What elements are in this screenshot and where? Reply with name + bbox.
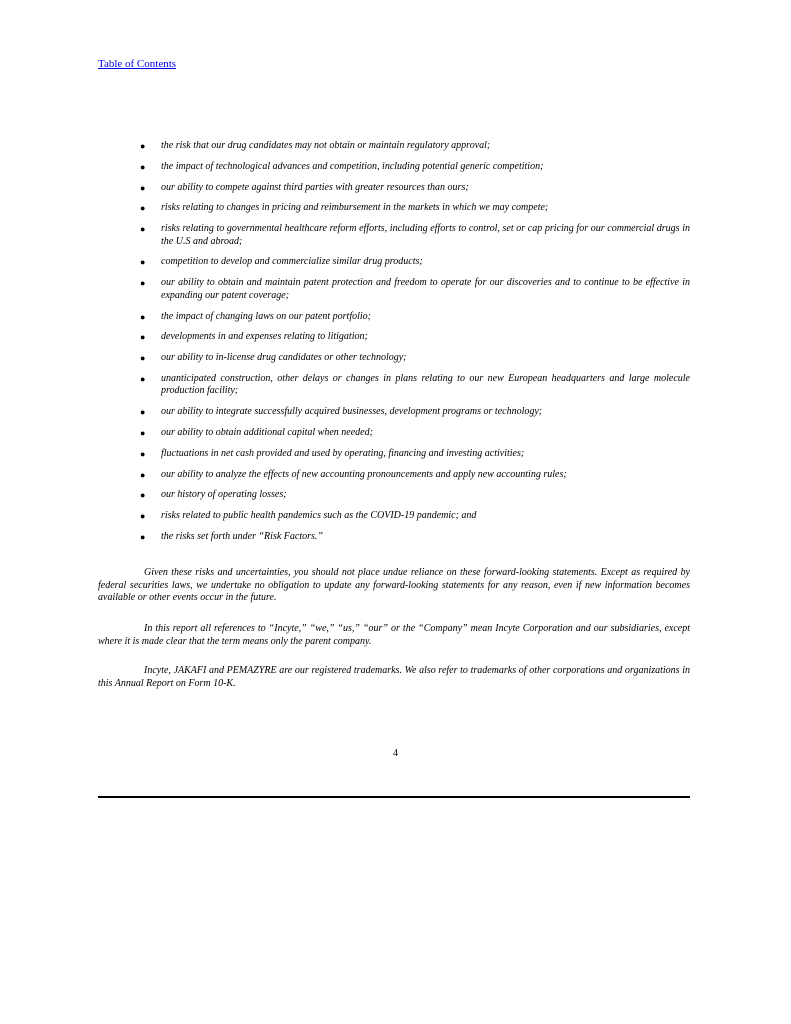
list-item — [98, 352, 690, 365]
list-item — [98, 202, 690, 215]
bullet-icon: ● — [140, 182, 146, 193]
forward-looking-caution-paragraph: Given these risks and uncertainties, you should not place undue reliance on these forward-looking statements. Except as required by federal securities laws, we undertake no obligation to update any forward-looking statements for any reason, even if new information becomes available or other events occur in the future. — [98, 567, 690, 603]
trademarks-paragraph: Incyte, JAKAFI and PEMAZYRE are our registered trademarks. We also refer to trademarks of other corporations and organizations in this Annual Report on Form 10-K. — [98, 665, 690, 689]
risk-text: our ability to obtain additional capital when needed; — [161, 427, 373, 439]
risk-text: competition to develop and commercialize similar drug products; — [161, 256, 423, 268]
list-item — [98, 427, 690, 440]
bullet-icon: ● — [140, 490, 146, 501]
bullet-icon: ● — [140, 532, 146, 543]
table-of-contents-link[interactable]: Table of Contents — [98, 58, 177, 70]
list-item — [98, 406, 690, 419]
bullet-icon: ● — [140, 161, 146, 172]
bullet-icon: ● — [140, 311, 146, 322]
bullet-icon: ● — [140, 407, 146, 418]
bullet-icon: ● — [140, 428, 146, 439]
risk-text: our ability to obtain and maintain patent protection and freedom to operate for our discoveries and to continue to be effective in expanding our patent coverage; — [161, 277, 690, 301]
risk-factor-list — [98, 140, 690, 552]
bullet-icon: ● — [140, 448, 146, 459]
risk-text: the impact of technological advances and competition, including potential generic competition; — [161, 160, 544, 172]
bullet-icon: ● — [140, 141, 146, 151]
list-item — [98, 223, 690, 248]
risk-text: our history of operating losses; — [161, 489, 287, 501]
list-item — [98, 531, 690, 544]
bullet-icon: ● — [140, 332, 146, 343]
list-item — [98, 256, 690, 269]
list-item — [98, 182, 690, 195]
page-divider — [98, 796, 690, 798]
list-item — [98, 448, 690, 461]
bullet-icon: ● — [140, 511, 146, 522]
list-item — [98, 277, 690, 302]
risk-text: developments in and expenses relating to litigation; — [161, 331, 368, 343]
risk-text: risks relating to changes in pricing and reimbursement in the markets in which we may compete; — [161, 202, 549, 214]
risk-text: our ability to in-license drug candidates or other technology; — [161, 352, 407, 364]
risk-text: risks related to public health pandemics such as the COVID-19 pandemic; and — [161, 510, 477, 522]
risk-text: the risk that our drug candidates may not obtain or maintain regulatory approval; — [161, 140, 491, 151]
bullet-icon: ● — [140, 353, 146, 364]
risk-text: our ability to compete against third parties with greater resources than ours; — [161, 181, 469, 193]
company-references-paragraph: In this report all references to “Incyte,” “we,” “us,” “our” or the “Company” mean Incyte Corporation and our subsidiaries, except where it is made clear that the term means only the parent company. — [98, 623, 690, 647]
list-item — [98, 510, 690, 523]
risk-text: fluctuations in net cash provided and used by operating, financing and investing activities; — [161, 447, 525, 459]
bullet-icon: ● — [140, 469, 146, 480]
list-item — [98, 331, 690, 344]
bullet-icon: ● — [140, 278, 146, 289]
page-number: 4 — [393, 748, 398, 759]
list-item — [98, 311, 690, 324]
risk-text: unanticipated construction, other delays or changes in plans relating to our new European headquarters and large molecule production facility; — [161, 372, 690, 397]
list-item — [98, 373, 690, 398]
bullet-icon: ● — [140, 224, 146, 235]
risk-text: the impact of changing laws on our patent portfolio; — [161, 310, 371, 322]
list-item — [98, 489, 690, 502]
list-item — [98, 161, 690, 174]
bullet-icon: ● — [140, 257, 146, 268]
risk-text: our ability to analyze the effects of new accounting pronouncements and apply new accounting rules; — [161, 468, 567, 480]
risk-text: our ability to integrate successfully acquired businesses, development programs or technology; — [161, 406, 543, 418]
risk-text: risks relating to governmental healthcare reform efforts, including efforts to control, set or cap pricing for our commercial drugs in the U.S and abroad; — [161, 223, 690, 247]
list-item — [98, 469, 690, 482]
bullet-icon: ● — [140, 203, 146, 214]
list-item — [98, 140, 690, 153]
bullet-icon: ● — [140, 373, 146, 384]
risk-text: the risks set forth under “Risk Factors.” — [161, 531, 323, 543]
